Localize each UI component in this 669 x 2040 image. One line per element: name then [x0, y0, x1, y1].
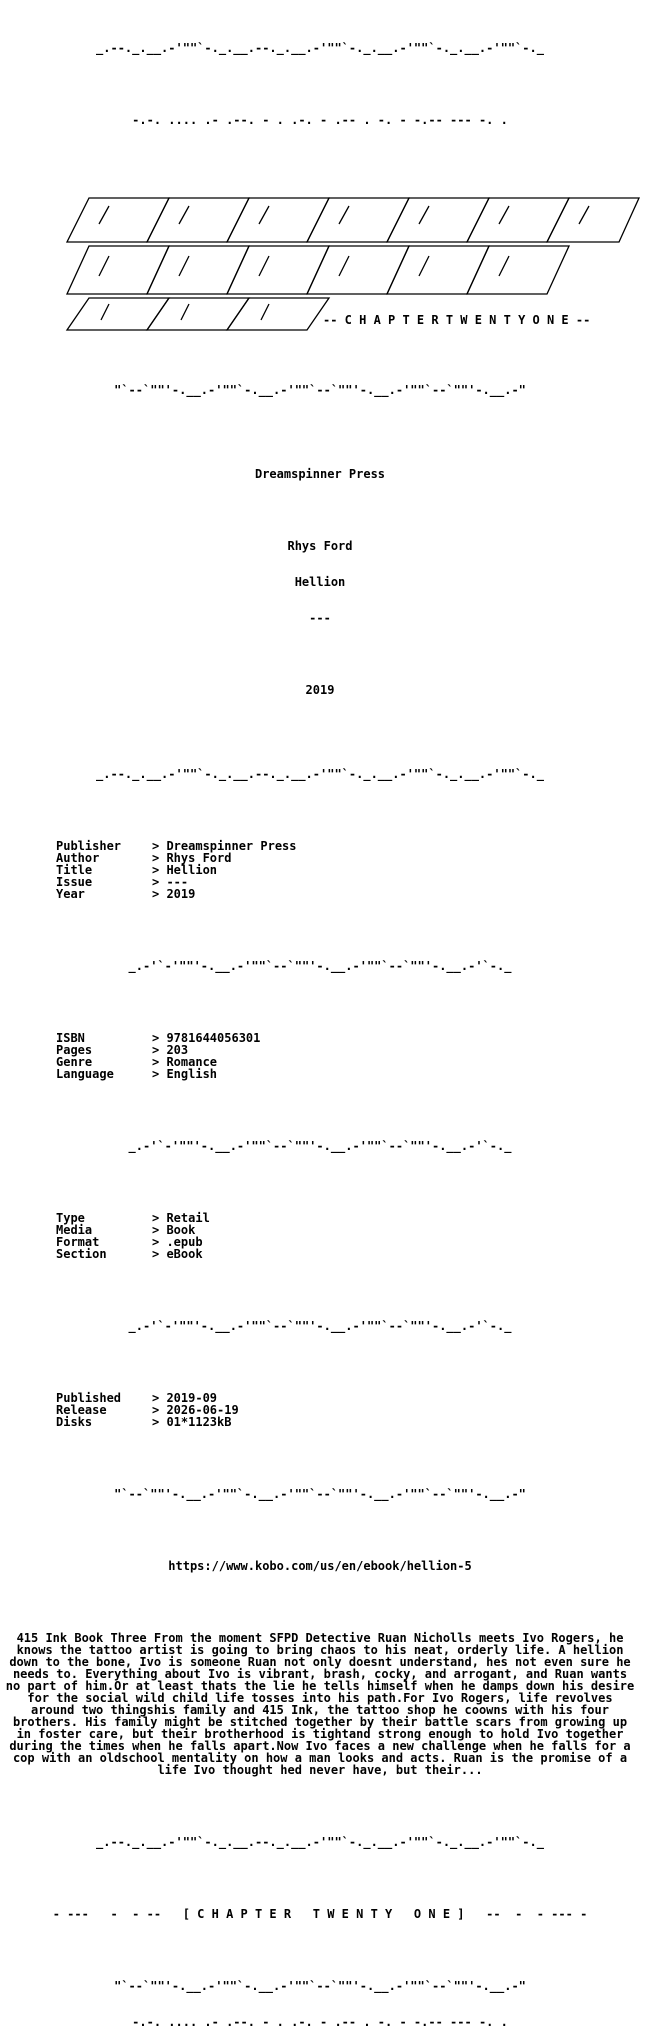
book-field-value: 9781644056301 [166, 1031, 261, 1045]
header-issue: --- [309, 611, 331, 625]
header-year: 2019 [305, 683, 335, 697]
field-separator: > [152, 1391, 167, 1405]
bottom-border-2: "`--`""'-.__.-'""`-.__.-'""`--`""'-.__.-'""`--`""'-.__.-" [114, 1487, 526, 1501]
top-border: _.--._.__.-'""`-._.__.--._.__.-'""`-._.__.-'""`-._.__.-'""`-._ [96, 41, 544, 55]
format-field-value: .epub [166, 1235, 203, 1249]
date-field-value: 01*1123kB [166, 1415, 232, 1429]
format-field-label: Type [56, 1211, 85, 1225]
release-field-row [0, 888, 640, 900]
release-field-value: Dreamspinner Press [166, 839, 297, 853]
morse-line-bottom: -.-. .... .- .--. - . .-. - .-- . -. - -.-- --- -. . [132, 2015, 508, 2029]
mid-border-1: _.-'`-'""'-.__.-'""`--`""'-.__.-'""`--`""'-.__.-'`-._ [128, 959, 512, 973]
release-field-label: Title [56, 863, 93, 877]
format-field-value: eBook [166, 1247, 203, 1261]
release-info [0, 840, 640, 900]
format-field-row [0, 1248, 640, 1260]
release-field-label: Issue [56, 875, 93, 889]
release-field-label: Year [56, 887, 85, 901]
release-field-row [0, 852, 640, 864]
field-separator: > [152, 1415, 167, 1429]
chapter-line: -- C H A P T E R T W E N T Y O N E -- [322, 313, 591, 327]
format-field-value: Retail [166, 1211, 210, 1225]
date-field-label: Published [56, 1391, 122, 1405]
date-field-value: 2026-06-19 [166, 1403, 239, 1417]
field-separator: > [152, 1247, 167, 1261]
footer-chapter-line: - --- - - -- [ C H A P T E R T W E N T Y O N E ] -- - - --- - [52, 1907, 588, 1921]
book-link: https://www.kobo.com/us/en/ebook/hellion-5 [168, 1559, 472, 1573]
top-border-2: _.--._.__.-'""`-._.__.--._.__.-'""`-._.__.-'""`-._.__.-'""`-._ [96, 767, 544, 781]
release-field-row [0, 864, 640, 876]
top-border-3: _.--._.__.-'""`-._.__.--._.__.-'""`-._.__.-'""`-._.__.-'""`-._ [96, 1835, 544, 1849]
field-separator: > [152, 1235, 167, 1249]
date-field-label: Release [56, 1403, 107, 1417]
release-field-value: --- [166, 875, 189, 889]
format-field-row [0, 1212, 640, 1224]
date-field-value: 2019-09 [166, 1391, 218, 1405]
header-title: Hellion [294, 575, 346, 589]
mid-border-3: _.-'`-'""'-.__.-'""`--`""'-.__.-'""`--`""'-.__.-'`-._ [128, 1319, 512, 1333]
format-info [0, 1212, 640, 1260]
chapter-logo-art [29, 180, 669, 330]
book-field-label: Language [56, 1067, 114, 1081]
field-separator: > [152, 875, 167, 889]
mid-border-2: _.-'`-'""'-.__.-'""`--`""'-.__.-'""`--`""'-.__.-'`-._ [128, 1139, 512, 1153]
date-field-row [0, 1416, 640, 1428]
field-separator: > [152, 839, 167, 853]
field-separator: > [152, 1043, 167, 1057]
bottom-border: "`--`""'-.__.-'""`-.__.-'""`--`""'-.__.-'""`--`""'-.__.-" [114, 383, 526, 397]
header-publisher: Dreamspinner Press [254, 467, 386, 481]
field-separator: > [152, 1067, 167, 1081]
bottom-border-3: "`--`""'-.__.-'""`-.__.-'""`--`""'-.__.-'""`--`""'-.__.-" [114, 1979, 526, 1993]
book-field-value: Romance [166, 1055, 218, 1069]
format-field-label: Media [56, 1223, 93, 1237]
field-separator: > [152, 1403, 167, 1417]
date-info [0, 1392, 640, 1428]
book-field-label: Pages [56, 1043, 93, 1057]
book-description: 415 Ink Book Three From the moment SFPD Detective Ruan Nicholls meets Ivo Rogers, he knows the tattoo artist is going to bring chaos to his neat, orderly life. A hellion down to the bone, Ivo is someone Ruan not only doesnt understand, hes not even sure he needs to. Everything about Ivo is vibrant, brash, cocky, and arrogant, and Ruan wants no part of him.Or at least thats the lie he tells himself when he damps down his desire for the social wild child life tosses into his path.For Ivo Rogers, life revolves around two thingshis family and 415 Ink, the tattoo shop he coowns with his four brothers. His family might be stitched together by their battle scars from growing up in foster care, but their brotherhood is tightand strong enough to hold Ivo together during the times when he falls apart.Now Ivo faces a new challenge when he falls for a cop with an oldschool mentality on how a man looks and acts. Ruan is the promise of a life Ivo thought hed never have, but their... [5, 1631, 635, 1777]
book-field-row [0, 1044, 640, 1056]
format-field-label: Section [56, 1247, 107, 1261]
ascii-logo [0, 168, 640, 344]
field-separator: > [152, 851, 167, 865]
field-separator: > [152, 887, 167, 901]
release-field-label: Author [56, 851, 100, 865]
field-separator: > [152, 1211, 167, 1225]
release-field-label: Publisher [56, 839, 122, 853]
book-field-row [0, 1068, 640, 1080]
field-separator: > [152, 1223, 167, 1237]
book-info [0, 1032, 640, 1080]
field-separator: > [152, 1055, 167, 1069]
morse-line: -.-. .... .- .--. - . .-. - .-- . -. - -.-- --- -. . [132, 113, 508, 127]
header-author: Rhys Ford [287, 539, 353, 553]
date-field-label: Disks [56, 1415, 93, 1429]
book-field-value: 203 [166, 1043, 189, 1057]
book-field-label: ISBN [56, 1031, 85, 1045]
release-field-value: Rhys Ford [166, 851, 232, 865]
release-field-value: 2019 [166, 887, 196, 901]
book-field-value: English [166, 1067, 218, 1081]
book-field-row [0, 1032, 640, 1044]
field-separator: > [152, 1031, 167, 1045]
date-field-row [0, 1404, 640, 1416]
format-field-label: Format [56, 1235, 100, 1249]
book-field-label: Genre [56, 1055, 93, 1069]
release-field-row [0, 876, 640, 888]
field-separator: > [152, 863, 167, 877]
format-field-value: Book [166, 1223, 196, 1237]
release-field-value: Hellion [166, 863, 218, 877]
